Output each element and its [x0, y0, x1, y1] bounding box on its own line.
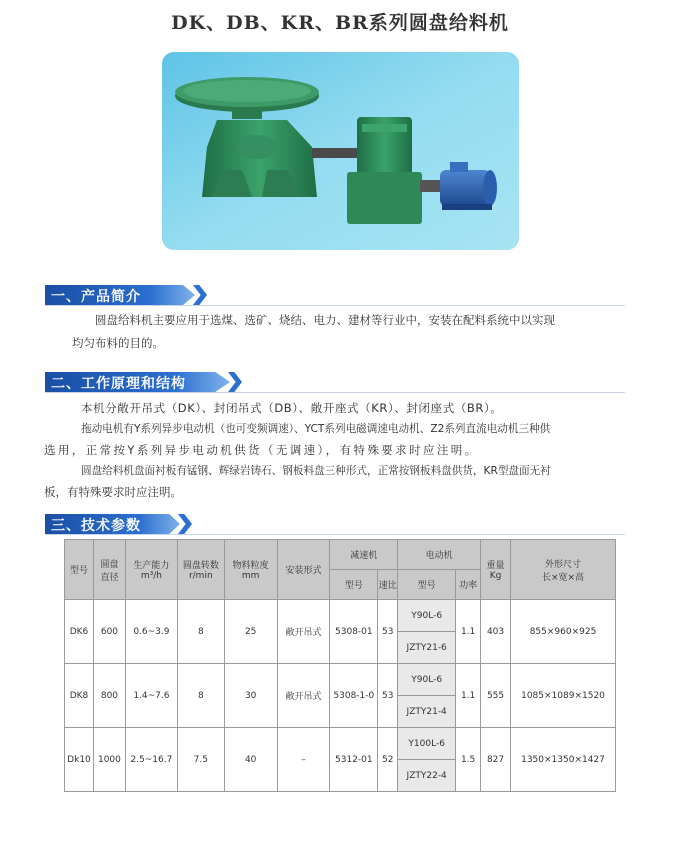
cell-motor-model: Y90L-6 [398, 664, 456, 696]
cell-dimensions: 1350×1350×1427 [511, 728, 616, 792]
cell-reducer-model: 5312-01 [330, 728, 378, 792]
cell-model: DK8 [65, 664, 94, 728]
cell-ratio: 53 [378, 664, 398, 728]
principle-line: 板，有特殊要求时应注明。 [44, 485, 182, 499]
principle-line: 拖动电机有Y系列异步电动机（也可变频调速）、YCT系列电磁调速电动机、Z2系列直流电动机三种供 [81, 423, 551, 435]
header-granularity: 物料粒度 mm [224, 540, 277, 600]
intro-line: 均匀布料的目的。 [72, 336, 164, 350]
principle-line: 选用，正常按Y系列异步电动机供货（无调速），有特殊要求时应注明。 [44, 443, 479, 457]
cell-motor-model: Y90L-6 [398, 600, 456, 632]
intro-line: 圆盘给料机主要应用于选煤、选矿、烧结、电力、建材等行业中，安装在配料系统中以实现 [95, 313, 555, 327]
cell-motor-model: JZTY22-4 [398, 760, 456, 792]
cell-granularity: 25 [224, 600, 277, 664]
header-reducer-ratio: 速比 [378, 570, 398, 600]
header-motor-power: 功率 [456, 570, 481, 600]
cell-ratio: 52 [378, 728, 398, 792]
header-reducer: 减速机 [330, 540, 398, 570]
cell-speed: 8 [177, 664, 224, 728]
cell-motor-model: JZTY21-6 [398, 632, 456, 664]
cell-weight: 403 [481, 600, 511, 664]
cell-ratio: 53 [378, 600, 398, 664]
principle-line: 本机分敞开吊式（DK）、封闭吊式（DB）、敞开座式（KR）、封闭座式（BR）。 [81, 401, 503, 415]
cell-diameter: 600 [93, 600, 125, 664]
principle-line: 圆盘给料机盘面衬板有锰钢、辉绿岩铸石、钢板料盘三种形式，正常按钢板料盘供货，KR型盘面无衬 [81, 465, 551, 477]
header-model: 型号 [65, 540, 94, 600]
cell-dimensions: 1085×1089×1520 [511, 664, 616, 728]
header-weight: 重量 Kg [481, 540, 511, 600]
cell-speed: 8 [177, 600, 224, 664]
cell-granularity: 40 [224, 728, 277, 792]
cell-motor-model: JZTY21-4 [398, 696, 456, 728]
header-install: 安装形式 [277, 540, 330, 600]
header-speed: 圆盘转数 r/min [177, 540, 224, 600]
section-divider [45, 305, 625, 306]
cell-granularity: 30 [224, 664, 277, 728]
header-capacity: 生产能力 m³/h [125, 540, 177, 600]
header-motor-model: 型号 [398, 570, 456, 600]
header-reducer-model: 型号 [330, 570, 378, 600]
cell-model: Dk10 [65, 728, 94, 792]
section-heading-principle [45, 372, 245, 392]
cell-capacity: 0.6~3.9 [125, 600, 177, 664]
page-title: DK、DB、KR、BR系列圆盘给料机 [171, 12, 509, 34]
section-label: 二、工作原理和结构 [51, 376, 186, 392]
header-diameter: 圆盘 直径 [93, 540, 125, 600]
cell-install: – [277, 728, 330, 792]
section-divider [45, 534, 625, 535]
cell-capacity: 1.4~7.6 [125, 664, 177, 728]
cell-model: DK6 [65, 600, 94, 664]
cell-power: 1.1 [456, 600, 481, 664]
cell-capacity: 2.5~16.7 [125, 728, 177, 792]
table-row [65, 728, 616, 760]
cell-dimensions: 855×960×925 [511, 600, 616, 664]
table-row [65, 664, 616, 696]
header-motor: 电动机 [398, 540, 481, 570]
cell-weight: 827 [481, 728, 511, 792]
cell-power: 1.1 [456, 664, 481, 728]
section-heading-intro [45, 285, 205, 305]
cell-weight: 555 [481, 664, 511, 728]
cell-install: 敞开吊式 [277, 600, 330, 664]
table-row [65, 600, 616, 632]
section-label: 一、产品简介 [51, 289, 141, 305]
cell-diameter: 1000 [93, 728, 125, 792]
spec-table [64, 539, 616, 792]
section-label: 三、技术参数 [51, 518, 141, 534]
section-divider [45, 392, 625, 393]
section-heading-specs [45, 514, 195, 534]
header-dimensions: 外形尺寸 长×宽×高 [511, 540, 616, 600]
cell-install: 敞开吊式 [277, 664, 330, 728]
cell-diameter: 800 [93, 664, 125, 728]
cell-speed: 7.5 [177, 728, 224, 792]
cell-motor-model: Y100L-6 [398, 728, 456, 760]
cell-power: 1.5 [456, 728, 481, 792]
cell-reducer-model: 5308-01 [330, 600, 378, 664]
product-photo [162, 52, 519, 250]
cell-reducer-model: 5308-1-0 [330, 664, 378, 728]
